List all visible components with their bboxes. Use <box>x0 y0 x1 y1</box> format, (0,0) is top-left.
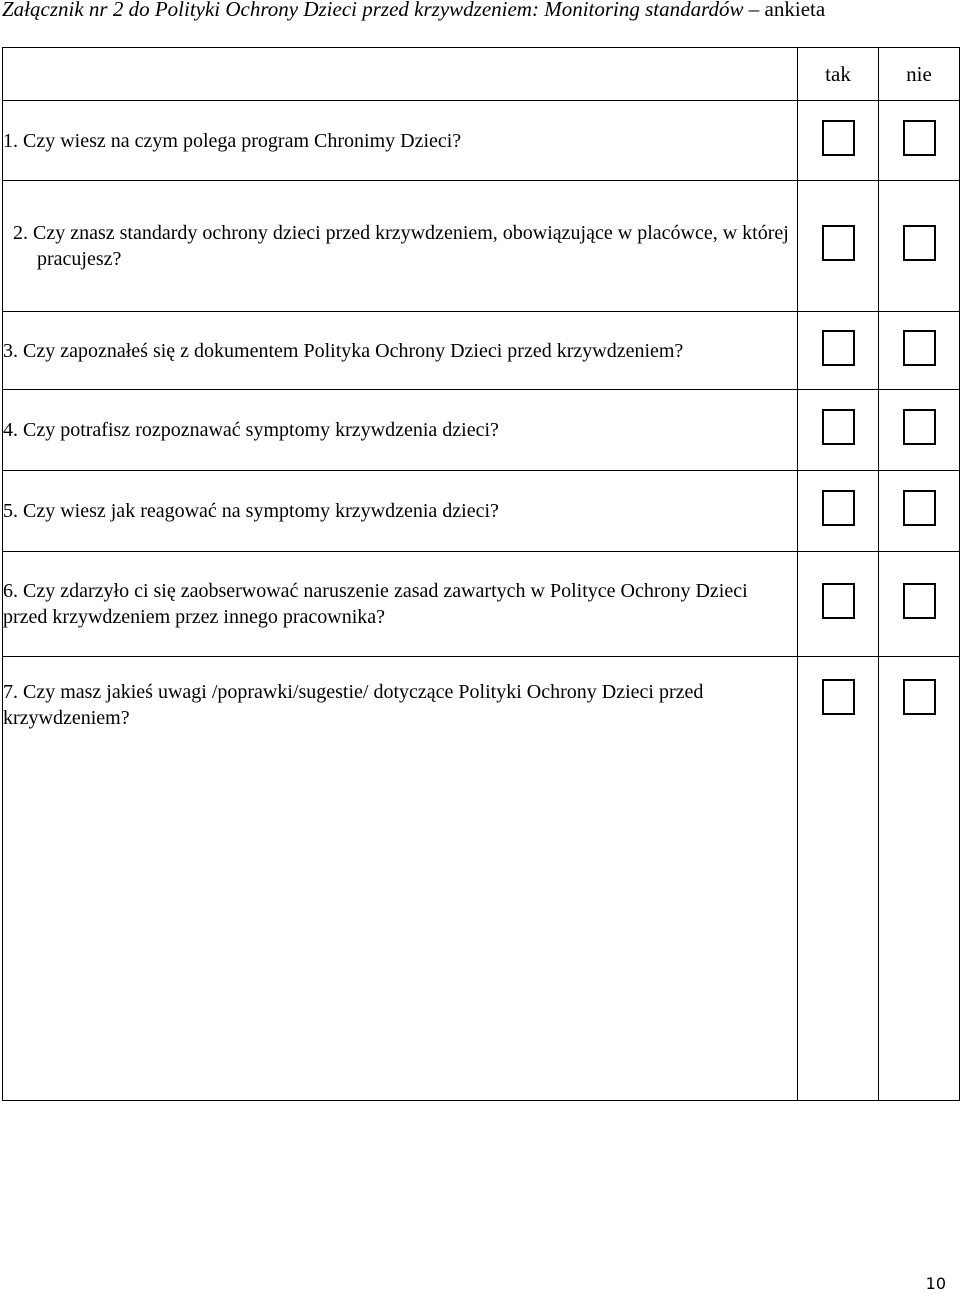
question-row <box>3 181 960 312</box>
answer-no-cell <box>879 471 960 552</box>
answer-yes-cell <box>798 312 879 390</box>
question-row <box>3 312 960 390</box>
question-row <box>3 552 960 657</box>
no-checkbox-1[interactable] <box>903 120 936 156</box>
yes-checkbox-3[interactable] <box>822 330 855 366</box>
answer-yes-cell <box>798 181 879 312</box>
question-6: 6. Czy zdarzyło ci się zaobserwować naruszenie zasad zawartych w Polityce Ochrony Dzieci przed krzywdzeniem przez innego pracownika? <box>3 552 798 657</box>
answer-yes-cell <box>798 390 879 471</box>
header-yes: tak <box>798 48 879 101</box>
header-empty-cell <box>3 48 798 101</box>
answer-yes-cell <box>798 471 879 552</box>
no-checkbox-3[interactable] <box>903 330 936 366</box>
question-7: 7. Czy masz jakieś uwagi /poprawki/sugestie/ dotyczące Polityki Ochrony Dzieci przed krzywdzeniem? <box>3 657 798 1101</box>
question-3: 3. Czy zapoznałeś się z dokumentem Polityka Ochrony Dzieci przed krzywdzeniem? <box>3 312 798 390</box>
document-title <box>2 0 952 22</box>
title-rest: ankieta <box>764 0 826 21</box>
page-number: 10 <box>925 1274 946 1293</box>
header-no: nie <box>879 48 960 101</box>
header-row <box>3 48 960 101</box>
no-checkbox-7[interactable] <box>903 679 936 715</box>
title-dash: – <box>743 0 765 21</box>
no-checkbox-5[interactable] <box>903 490 936 526</box>
no-checkbox-4[interactable] <box>903 409 936 445</box>
no-checkbox-6[interactable] <box>903 583 936 619</box>
question-2: 2. Czy znasz standardy ochrony dzieci przed krzywdzeniem, obowiązujące w placówce, w której pracujesz? <box>3 181 798 312</box>
title-italic: Załącznik nr 2 do Polityki Ochrony Dzieci przed krzywdzeniem: Monitoring standardów <box>2 0 744 21</box>
survey-table <box>2 47 960 1101</box>
question-4: 4. Czy potrafisz rozpoznawać symptomy krzywdzenia dzieci? <box>3 390 798 471</box>
yes-checkbox-2[interactable] <box>822 225 855 261</box>
answer-no-cell <box>879 552 960 657</box>
answer-no-cell <box>879 390 960 471</box>
answer-no-cell <box>879 101 960 181</box>
question-row <box>3 471 960 552</box>
yes-checkbox-6[interactable] <box>822 583 855 619</box>
question-1: 1. Czy wiesz na czym polega program Chronimy Dzieci? <box>3 101 798 181</box>
question-row <box>3 390 960 471</box>
no-checkbox-2[interactable] <box>903 225 936 261</box>
yes-checkbox-1[interactable] <box>822 120 855 156</box>
answer-no-cell <box>879 312 960 390</box>
question-5: 5. Czy wiesz jak reagować na symptomy krzywdzenia dzieci? <box>3 471 798 552</box>
question-row <box>3 101 960 181</box>
answer-yes-cell <box>798 101 879 181</box>
answer-yes-cell <box>798 552 879 657</box>
answer-no-cell <box>879 181 960 312</box>
answer-yes-cell <box>798 657 879 1101</box>
answer-no-cell <box>879 657 960 1101</box>
yes-checkbox-5[interactable] <box>822 490 855 526</box>
question-row <box>3 657 960 1101</box>
yes-checkbox-4[interactable] <box>822 409 855 445</box>
yes-checkbox-7[interactable] <box>822 679 855 715</box>
